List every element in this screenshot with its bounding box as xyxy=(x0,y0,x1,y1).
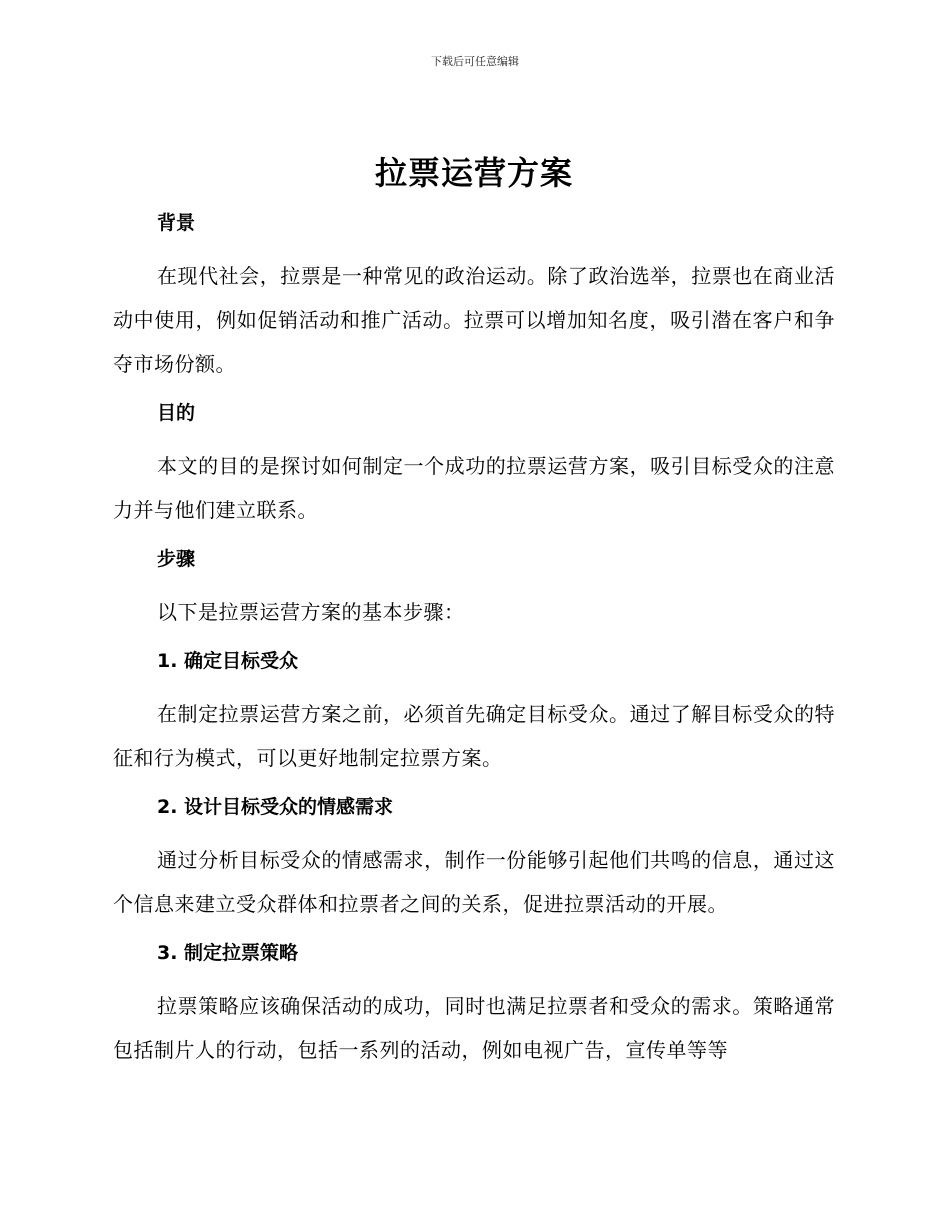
document-content xyxy=(113,150,835,1072)
section-body-step-2: 通过分析目标受众的情感需求，制作一份能够引起他们共鸣的信息，通过这个信息来建立受众群体和拉票者之间的关系，促进拉票活动的开展。 xyxy=(113,848,835,916)
section-heading-step-1: 1. 确定目标受众 xyxy=(157,650,299,672)
section-steps xyxy=(113,542,835,634)
header-note: 下载后可任意编辑 xyxy=(431,55,519,68)
section-background xyxy=(113,206,835,386)
section-heading-background: 背景 xyxy=(157,212,196,234)
section-body-background: 在现代社会，拉票是一种常见的政治运动。除了政治选举，拉票也在商业活动中使用，例如促销活动和推广活动。拉票可以增加知名度，吸引潜在客户和争夺市场份额。 xyxy=(113,264,835,376)
section-body-steps: 以下是拉票运营方案的基本步骤： xyxy=(157,600,465,624)
section-body-step-1: 在制定拉票运营方案之前，必须首先确定目标受众。通过了解目标受众的特征和行为模式，可以更好地制定拉票方案。 xyxy=(113,702,835,770)
section-step-2 xyxy=(113,790,835,926)
section-heading-step-3: 3. 制定拉票策略 xyxy=(157,942,299,964)
section-step-3 xyxy=(113,936,835,1072)
section-heading-steps: 步骤 xyxy=(157,548,196,570)
section-purpose xyxy=(113,396,835,532)
section-step-1 xyxy=(113,644,835,780)
section-body-purpose: 本文的目的是探讨如何制定一个成功的拉票运营方案，吸引目标受众的注意力并与他们建立联系。 xyxy=(113,454,835,522)
document-title: 拉票运营方案 xyxy=(374,154,573,192)
section-heading-purpose: 目的 xyxy=(157,402,196,424)
section-body-step-3: 拉票策略应该确保活动的成功，同时也满足拉票者和受众的需求。策略通常包括制片人的行动，包括一系列的活动，例如电视广告，宣传单等等 xyxy=(113,994,835,1062)
section-heading-step-2: 2. 设计目标受众的情感需求 xyxy=(157,796,394,818)
